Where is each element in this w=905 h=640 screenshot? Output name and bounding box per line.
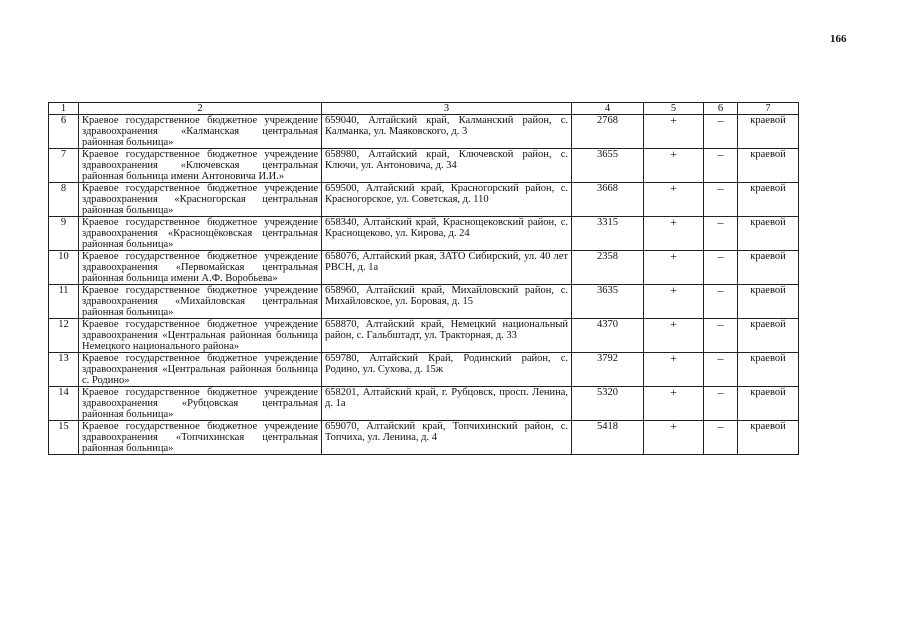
page-number: 166 (830, 33, 847, 45)
level: краевой (738, 319, 799, 353)
column-6-mark: – (704, 251, 738, 285)
column-6-mark: – (704, 353, 738, 387)
column-5-mark: + (644, 319, 704, 353)
column-6-mark: – (704, 285, 738, 319)
column-4-value: 2358 (572, 251, 644, 285)
institution-address: 658201, Алтайский край, г. Рубцовск, просп. Ленина, д. 1а (322, 387, 572, 421)
row-number: 10 (49, 251, 79, 285)
header-row (49, 103, 799, 115)
institution-name: Краевое государственное бюджетное учреждение здравоохранения «Центральная районная больница с. Родино» (79, 353, 322, 387)
level: краевой (738, 353, 799, 387)
column-5-mark: + (644, 387, 704, 421)
column-header-1: 1 (49, 103, 79, 115)
column-6-mark: – (704, 319, 738, 353)
column-5-mark: + (644, 183, 704, 217)
institution-address: 658980, Алтайский край, Ключевской район, с. Ключи, ул. Антоновича, д. 34 (322, 149, 572, 183)
institution-address: 658340, Алтайский край, Краснощековский район, с. Краснощеково, ул. Кирова, д. 24 (322, 217, 572, 251)
institution-address: 659040, Алтайский край, Калманский район, с. Калманка, ул. Маяковского, д. 3 (322, 115, 572, 149)
column-5-mark: + (644, 421, 704, 455)
column-4-value: 4370 (572, 319, 644, 353)
row-number: 12 (49, 319, 79, 353)
column-header-3: 3 (322, 103, 572, 115)
institution-address: 659070, Алтайский край, Топчихинский район, с. Топчиха, ул. Ленина, д. 4 (322, 421, 572, 455)
column-5-mark: + (644, 353, 704, 387)
table-row (49, 319, 799, 353)
institution-name: Краевое государственное бюджетное учреждение здравоохранения «Рубцовская центральная районная больница» (79, 387, 322, 421)
institution-address: 659500, Алтайский край, Красногорский район, с. Красногорское, ул. Советская, д. 110 (322, 183, 572, 217)
table-row (49, 183, 799, 217)
institution-name: Краевое государственное бюджетное учреждение здравоохранения «Топчихинская центральная районная больница» (79, 421, 322, 455)
institution-address: 659780, Алтайский Край, Родинский район, с. Родино, ул. Сухова, д. 15ж (322, 353, 572, 387)
row-number: 6 (49, 115, 79, 149)
column-4-value: 5418 (572, 421, 644, 455)
institution-name: Краевое государственное бюджетное учреждение здравоохранения «Первомайская центральная районная больница имени А.Ф. Воробьева» (79, 251, 322, 285)
column-5-mark: + (644, 149, 704, 183)
table-row (49, 285, 799, 319)
column-4-value: 2768 (572, 115, 644, 149)
column-6-mark: – (704, 387, 738, 421)
column-4-value: 3668 (572, 183, 644, 217)
level: краевой (738, 183, 799, 217)
column-4-value: 3315 (572, 217, 644, 251)
column-6-mark: – (704, 115, 738, 149)
column-4-value: 5320 (572, 387, 644, 421)
column-header-7: 7 (738, 103, 799, 115)
table-row (49, 251, 799, 285)
row-number: 7 (49, 149, 79, 183)
column-4-value: 3635 (572, 285, 644, 319)
institution-address: 658076, Алтайский ркая, ЗАТО Сибирский, ул. 40 лет РВСН, д. 1а (322, 251, 572, 285)
institution-address: 658960, Алтайский край, Михайловский район, с. Михайловское, ул. Боровая, д. 15 (322, 285, 572, 319)
column-header-5: 5 (644, 103, 704, 115)
table-row (49, 421, 799, 455)
column-6-mark: – (704, 149, 738, 183)
institution-name: Краевое государственное бюджетное учреждение здравоохранения «Калманская центральная районная больница» (79, 115, 322, 149)
column-5-mark: + (644, 217, 704, 251)
level: краевой (738, 421, 799, 455)
table-row (49, 149, 799, 183)
column-5-mark: + (644, 251, 704, 285)
row-number: 15 (49, 421, 79, 455)
institutions-table (48, 102, 799, 455)
institution-name: Краевое государственное бюджетное учреждение здравоохранения «Ключевская центральная районная больница имени Антоновича И.И.» (79, 149, 322, 183)
institution-name: Краевое государственное бюджетное учреждение здравоохранения «Центральная районная больница Немецкого национального района» (79, 319, 322, 353)
column-header-2: 2 (79, 103, 322, 115)
column-6-mark: – (704, 421, 738, 455)
institution-address: 658870, Алтайский край, Немецкий национальный район, с. Гальбштадт, ул. Тракторная, д. 33 (322, 319, 572, 353)
column-header-4: 4 (572, 103, 644, 115)
level: краевой (738, 217, 799, 251)
column-4-value: 3655 (572, 149, 644, 183)
level: краевой (738, 285, 799, 319)
institution-name: Краевое государственное бюджетное учреждение здравоохранения «Михайловская центральная районная больница» (79, 285, 322, 319)
row-number: 11 (49, 285, 79, 319)
level: краевой (738, 251, 799, 285)
row-number: 9 (49, 217, 79, 251)
row-number: 14 (49, 387, 79, 421)
column-5-mark: + (644, 285, 704, 319)
table-row (49, 217, 799, 251)
institution-name: Краевое государственное бюджетное учреждение здравоохранения «Краснощёковская центральная районная больница» (79, 217, 322, 251)
table-row (49, 353, 799, 387)
row-number: 13 (49, 353, 79, 387)
table-row (49, 387, 799, 421)
row-number: 8 (49, 183, 79, 217)
level: краевой (738, 149, 799, 183)
column-4-value: 3792 (572, 353, 644, 387)
column-6-mark: – (704, 217, 738, 251)
column-header-6: 6 (704, 103, 738, 115)
level: краевой (738, 387, 799, 421)
level: краевой (738, 115, 799, 149)
column-5-mark: + (644, 115, 704, 149)
table-row (49, 115, 799, 149)
institution-name: Краевое государственное бюджетное учреждение здравоохранения «Красногорская центральная районная больница» (79, 183, 322, 217)
column-6-mark: – (704, 183, 738, 217)
